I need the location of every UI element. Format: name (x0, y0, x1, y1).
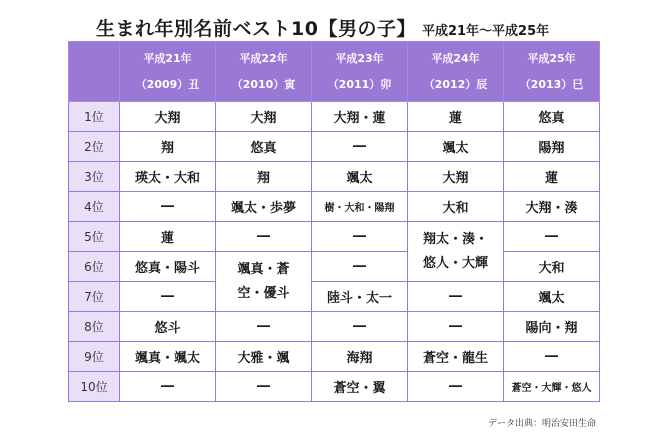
column-era: 平成22年 (239, 51, 288, 65)
page-title (96, 14, 549, 44)
name-cell: ― (120, 282, 216, 312)
table-row (69, 102, 600, 132)
table-row (69, 282, 600, 312)
merged-line: 空・優斗 (237, 285, 290, 301)
column-header-2010 (216, 42, 312, 102)
name-cell: 蒼空・龍生 (408, 342, 504, 372)
name-cell: 陽向・翔 (504, 312, 600, 342)
column-year: （2010）寅 (231, 77, 296, 91)
title-sub: 平成21年～平成25年 (421, 24, 550, 39)
rank-cell: 2位 (69, 132, 120, 162)
name-cell: 大翔・湊 (504, 192, 600, 222)
name-cell: 大和 (504, 252, 600, 282)
table-row (69, 342, 600, 372)
name-cell: ― (408, 372, 504, 402)
name-cell: 颯太・歩夢 (216, 192, 312, 222)
table-row (69, 222, 600, 252)
name-cell: 悠真 (504, 102, 600, 132)
name-cell: 海翔 (312, 342, 408, 372)
rank-cell: 4位 (69, 192, 120, 222)
rank-cell: 6位 (69, 252, 120, 282)
name-cell: ― (312, 222, 408, 252)
rank-cell: 5位 (69, 222, 120, 252)
column-header-2012 (408, 42, 504, 102)
table-row (69, 162, 600, 192)
title-main: 生まれ年別名前ベスト10【男の子】 (96, 18, 416, 40)
name-cell: 颯太 (408, 132, 504, 162)
name-cell: 大翔 (120, 102, 216, 132)
source-credit: データ出典：明治安田生命 (487, 419, 596, 429)
name-cell: 瑛太・大和 (120, 162, 216, 192)
merged-line: 悠人・大輝 (422, 255, 488, 271)
name-cell: 陽翔 (504, 132, 600, 162)
name-cell: 大雅・颯 (216, 342, 312, 372)
name-cell: 悠真 (216, 132, 312, 162)
name-cell: ― (216, 222, 312, 252)
name-cell: 蒼空・翼 (312, 372, 408, 402)
name-cell: 悠真・陽斗 (120, 252, 216, 282)
name-cell: ― (216, 372, 312, 402)
column-header-2011 (312, 42, 408, 102)
name-cell: ― (312, 252, 408, 282)
name-cell: ― (120, 192, 216, 222)
table-row (69, 252, 600, 282)
column-era: 平成21年 (143, 51, 192, 65)
column-era: 平成24年 (431, 51, 480, 65)
column-header-2009 (120, 42, 216, 102)
name-cell: ― (312, 132, 408, 162)
ranking-table (68, 41, 600, 402)
name-cell: 大翔 (408, 162, 504, 192)
name-cell: ― (216, 312, 312, 342)
name-cell: 大翔・蓮 (312, 102, 408, 132)
name-cell: 蒼空・大輝・悠人 (504, 372, 600, 402)
name-cell: 蓮 (120, 222, 216, 252)
name-cell: ― (408, 312, 504, 342)
name-cell: 樹・大和・陽翔 (312, 192, 408, 222)
column-header-2013 (504, 42, 600, 102)
name-cell: 大和 (408, 192, 504, 222)
rank-cell: 1位 (69, 102, 120, 132)
name-cell: 翔 (216, 162, 312, 192)
table-row (69, 192, 600, 222)
name-cell: 颯真・颯太 (120, 342, 216, 372)
merged-line: 颯真・蒼 (237, 262, 290, 278)
rank-cell: 3位 (69, 162, 120, 192)
name-cell: 蓮 (504, 162, 600, 192)
name-cell: 颯太 (504, 282, 600, 312)
merged-line: 翔太・湊・ (422, 232, 488, 248)
column-era: 平成25年 (527, 51, 576, 65)
rank-cell: 9位 (69, 342, 120, 372)
rank-cell: 7位 (69, 282, 120, 312)
column-year: （2009）丑 (135, 77, 200, 91)
name-cell: 悠斗 (120, 312, 216, 342)
name-cell: ― (504, 222, 600, 252)
table-row (69, 132, 600, 162)
name-cell: ― (312, 312, 408, 342)
column-year: （2012）辰 (423, 77, 488, 91)
name-cell: ― (504, 342, 600, 372)
name-cell: 蓮 (408, 102, 504, 132)
column-year: （2013）巳 (519, 77, 584, 91)
rank-cell: 10位 (69, 372, 120, 402)
name-cell: 翔 (120, 132, 216, 162)
name-cell: ― (408, 282, 504, 312)
merged-name-cell (408, 222, 504, 282)
rank-cell: 8位 (69, 312, 120, 342)
column-era: 平成23年 (335, 51, 384, 65)
column-year: （2011）卯 (327, 77, 392, 91)
name-cell: 大翔 (216, 102, 312, 132)
header-row (69, 42, 600, 102)
table-row (69, 312, 600, 342)
merged-name-cell (216, 252, 312, 312)
corner-cell (69, 42, 120, 102)
name-cell: 陸斗・太一 (312, 282, 408, 312)
name-cell: ― (120, 372, 216, 402)
name-cell: 颯太 (312, 162, 408, 192)
table-row (69, 372, 600, 402)
